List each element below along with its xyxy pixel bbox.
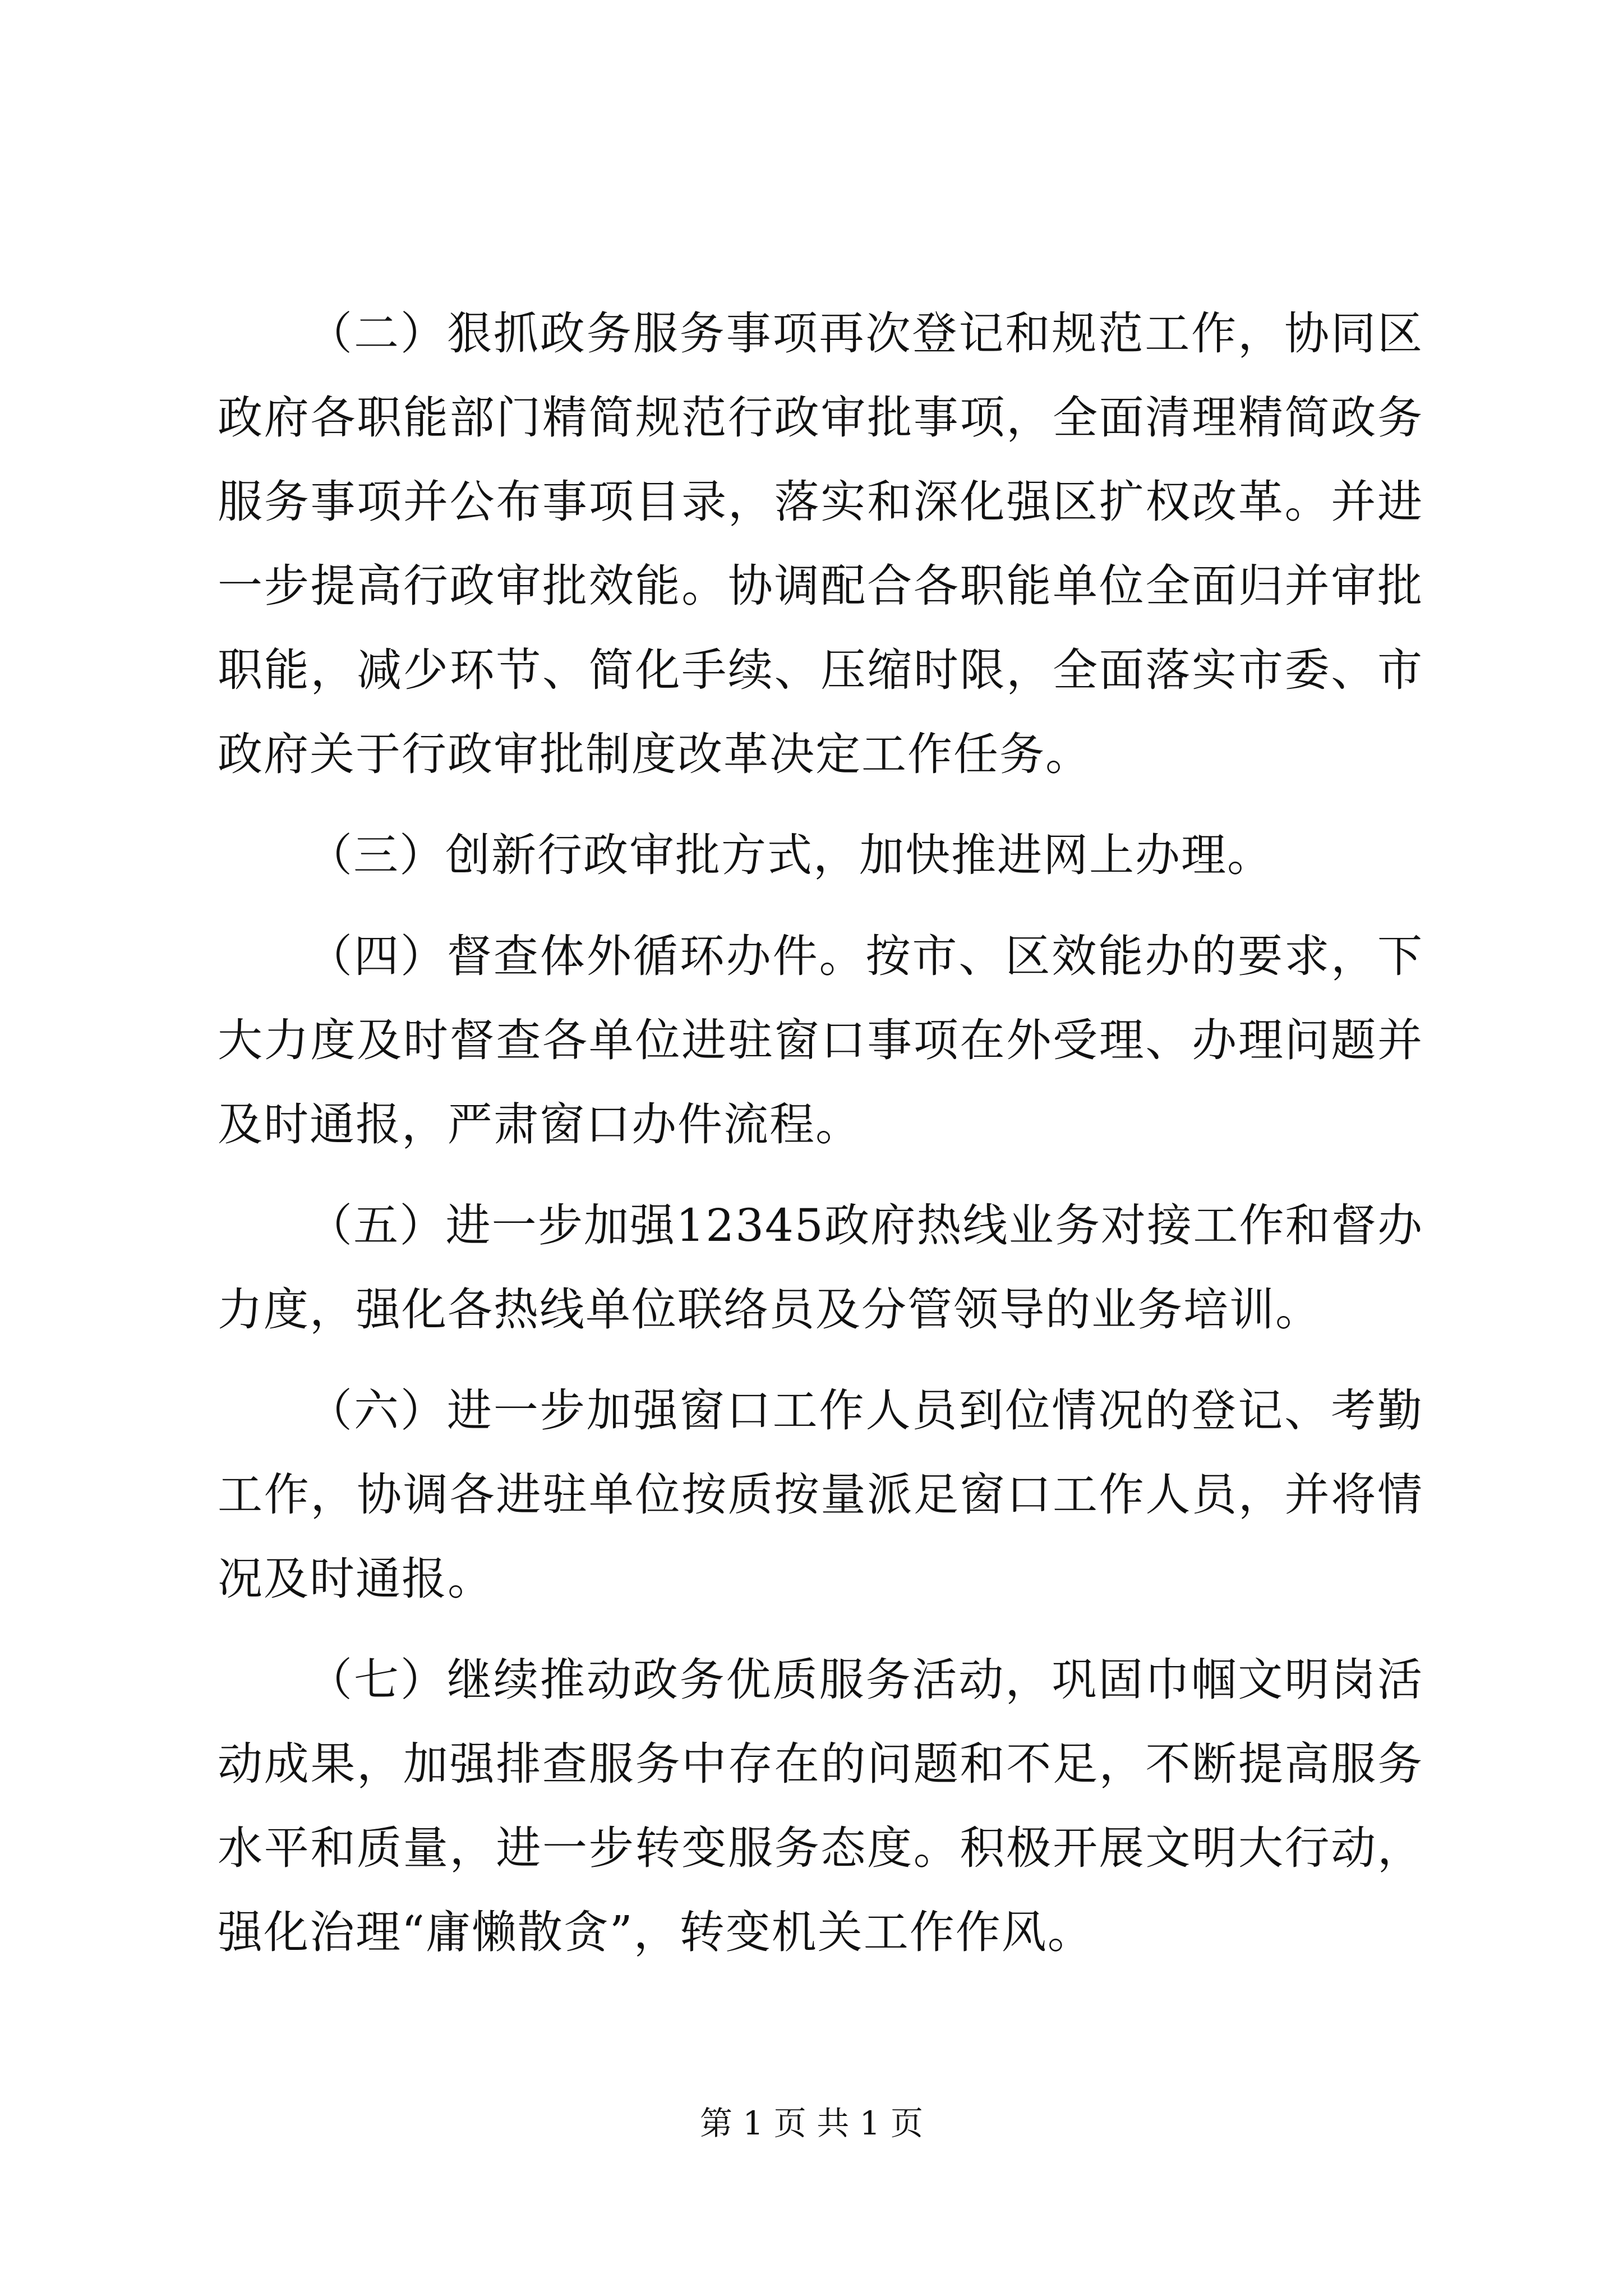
paragraph-7: （七）继续推动政务优质服务活动，巩固巾帼文明岗活动成果，加强排查服务中存在的问题和不足，不断提高服务水平和质量，进一步转变服务态度。积极开展文明大行动，强化治理“庸懒散贪”，转变机关工作作风。 xyxy=(218,1654,1423,1958)
page-number-label: 第 1 页 共 1 页 xyxy=(700,2104,923,2142)
paragraph-2: （二）狠抓政务服务事项再次登记和规范工作，协同区政府各职能部门精简规范行政审批事项，全面清理精简政务服务事项并公布事项目录，落实和深化强区扩权改革。并进一步提高行政审批效能。协调配合各职能单位全面归并审批职能，减少环节、简化手续、压缩时限，全面落实市委、市政府关于行政审批制度改革决定工作任务。 xyxy=(218,307,1423,780)
paragraph-6: （六）进一步加强窗口工作人员到位情况的登记、考勤工作，协调各进驻单位按质按量派足窗口工作人员，并将情况及时通报。 xyxy=(218,1384,1423,1605)
paragraph-3: （三）创新行政审批方式，加快推进网上办理。 xyxy=(307,829,1273,881)
page-footer xyxy=(0,2101,1623,2146)
paragraph-5: （五）进一步加强12345政府热线业务对接工作和督办力度，强化各热线单位联络员及分管领导的业务培训。 xyxy=(218,1199,1423,1336)
document-body xyxy=(218,292,1423,1991)
paragraph-4: （四）督查体外循环办件。按市、区效能办的要求，下大力度及时督查各单位进驻窗口事项在外受理、办理问题并及时通报，严肃窗口办件流程。 xyxy=(218,930,1423,1151)
